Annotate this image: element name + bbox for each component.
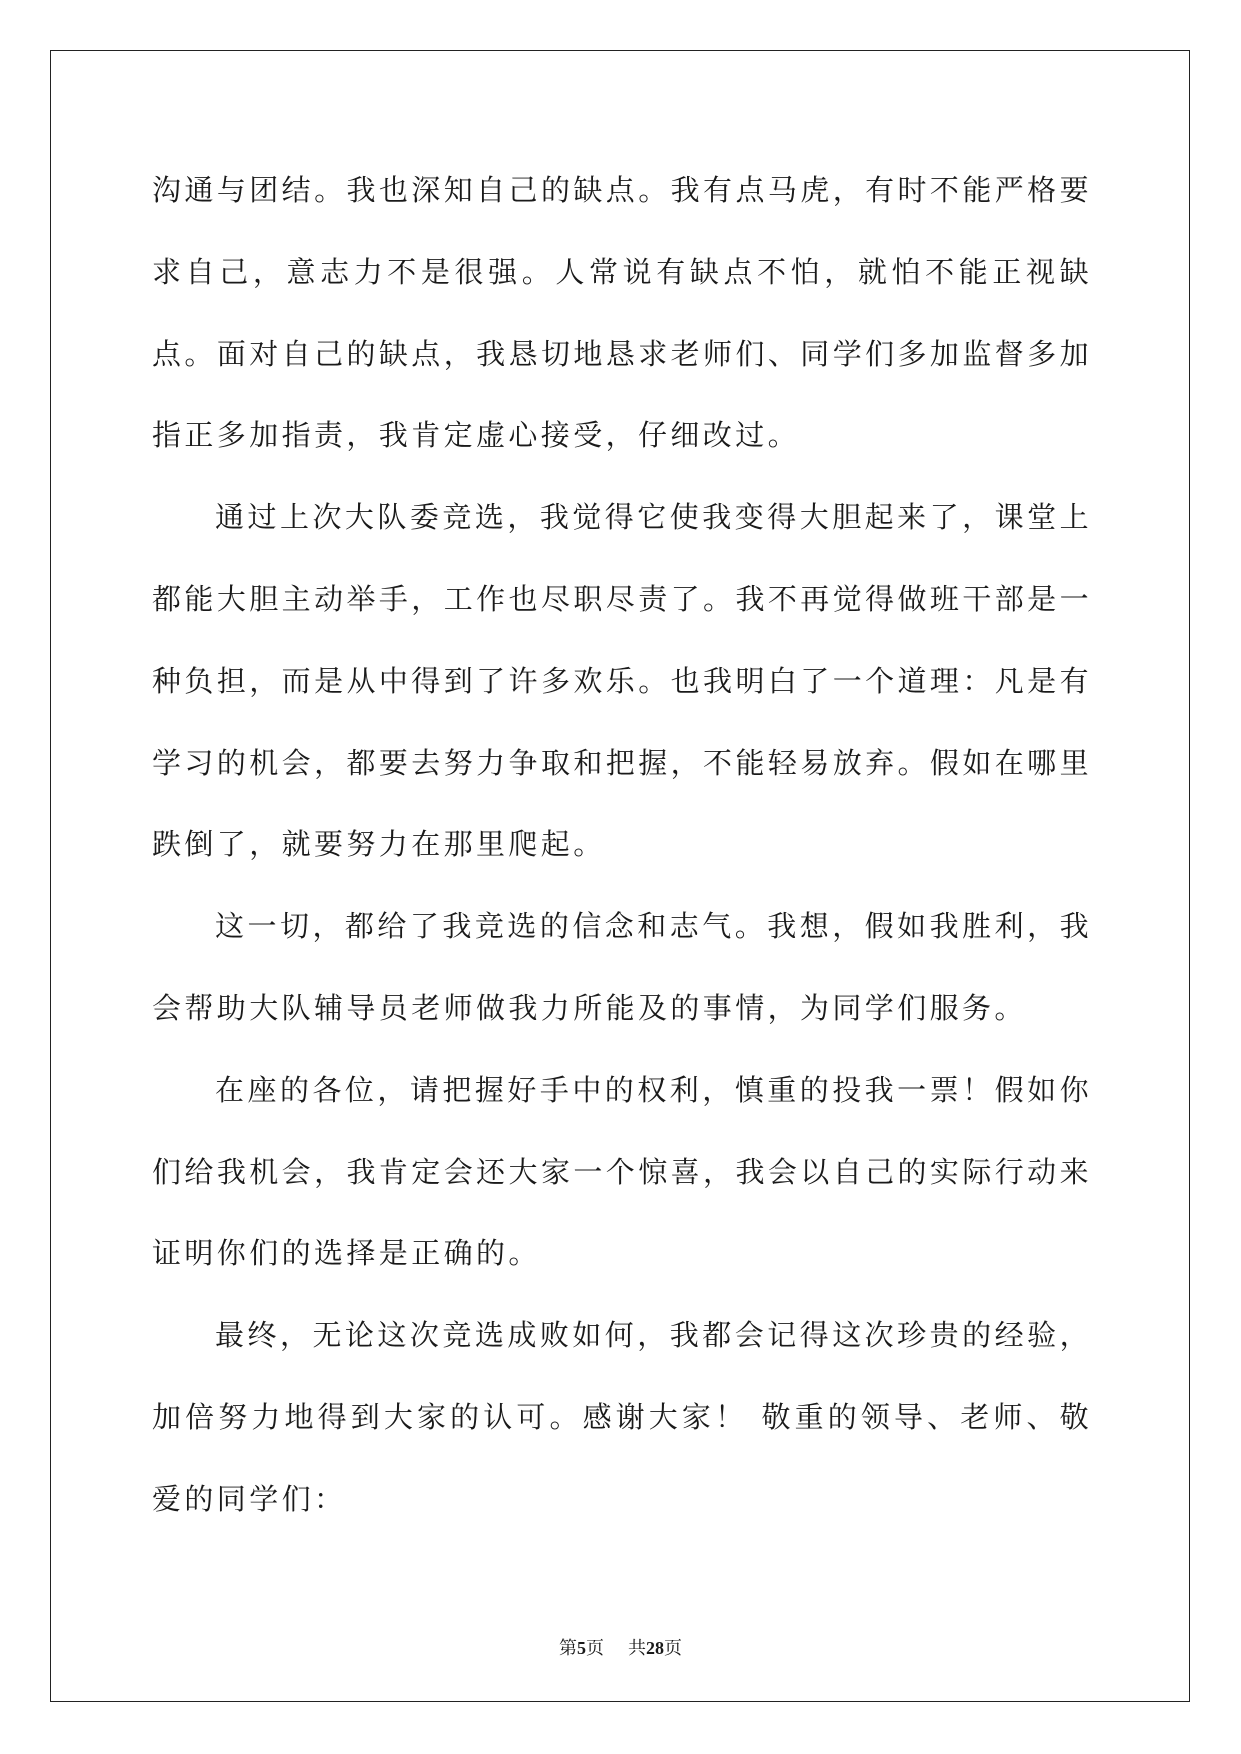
total-suffix: 页 (664, 1638, 682, 1659)
total-prefix: 共 (628, 1638, 646, 1659)
page-prefix: 第 (559, 1638, 577, 1659)
paragraph: 沟通与团结。我也深知自己的缺点。我有点马虎，有时不能严格要求自己，意志力不是很强。人常说有缺点不怕，就怕不能正视缺点。面对自己的缺点，我恳切地恳求老师们、同学们多加监督多加指正多加指责，我肯定虚心接受，仔细改过。 (152, 173, 1092, 453)
page-footer (0, 1636, 1241, 1661)
paragraph: 最终，无论这次竞选成败如何，我都会记得这次珍贵的经验，加倍努力地得到大家的认可。感谢大家！ 敬重的领导、老师、敬爱的同学们： (152, 1318, 1092, 1516)
paragraph: 通过上次大队委竞选，我觉得它使我变得大胆起来了，课堂上都能大胆主动举手，工作也尽职尽责了。我不再觉得做班干部是一种负担，而是从中得到了许多欢乐。也我明白了一个道理：凡是有学习的机会，都要去努力争取和把握，不能轻易放弃。假如在哪里跌倒了，就要努力在那里爬起。 (152, 500, 1092, 862)
paragraph: 在座的各位，请把握好手中的权利，慎重的投我一票！假如你们给我机会，我肯定会还大家一个惊喜，我会以自己的实际行动来证明你们的选择是正确的。 (152, 1072, 1092, 1271)
page-suffix: 页 (586, 1638, 604, 1659)
document-body (152, 150, 1092, 1541)
total-pages: 28 (646, 1638, 664, 1658)
paragraph: 这一切，都给了我竞选的信念和志气。我想，假如我胜利，我会帮助大队辅导员老师做我力所能及的事情，为同学们服务。 (152, 909, 1092, 1025)
page-number: 5 (577, 1638, 586, 1658)
